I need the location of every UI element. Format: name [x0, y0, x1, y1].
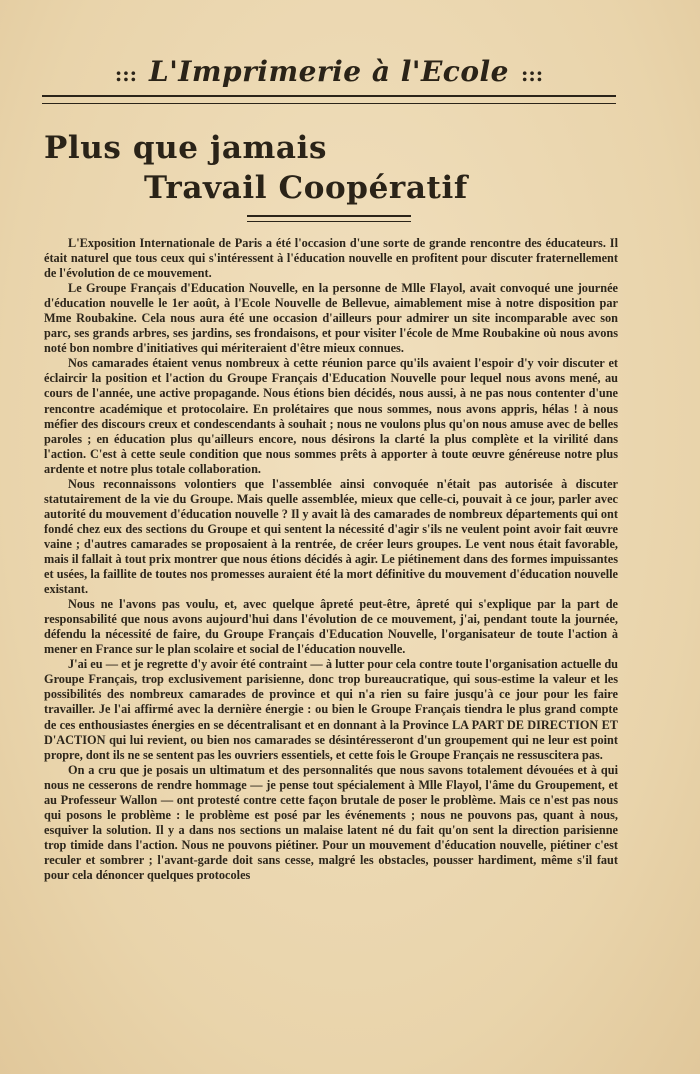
- paragraph-1: L'Exposition Internationale de Paris a été l'occasion d'une sorte de grande rencontre des éducateurs. Il était naturel que tous ceux qui s'intéressent à l'éducation nouvelle en profitent pour discuter fraternellement de l'évolution de ce mouvement.: [44, 236, 618, 281]
- paragraph-2: Le Groupe Français d'Education Nouvelle, en la personne de Mlle Flayol, avait convoqué une journée d'éducation nouvelle le 1er août, à l'Ecole Nouvelle de Bellevue, aimablement mise à notre disposition par Mme Roubakine. Cela nous aura été une occasion d'ailleurs pour admirer un site incomparable avec son parc, ses grands arbres, ses jardins, ses frondaisons, et pour visiter l'école de Mme Roubakine où nous avons noté bon nombre d'initiatives qui mériteraient d'être mieux connues.: [44, 281, 618, 356]
- masthead-dots-left: :::: [114, 62, 138, 86]
- masthead-dots-right: :::: [520, 62, 544, 86]
- masthead: [42, 52, 616, 96]
- paragraph-3: Nos camarades étaient venus nombreux à cette réunion parce qu'ils avaient l'espoir d'y voir discuter et éclaircir la position et l'action du Groupe Français d'Education Nouvelle pour lequel nous avons mené, au cours de l'année, une active propagande. Nous étions bien décidés, nous aussi, à ne pas nous contenter d'une rencontre académique et protocolaire. En prolétaires que nous sommes, nous avons appris, hélas ! à nous méfier des discours creux et condescendants à souhait ; nous ne voulons plus qu'on nous amuse avec de belles paroles ; en éducation plus qu'ailleurs encore, nous désirons la clarté la plus complète et la virilité dans l'action. C'est à cette seule condition que nous sommes prêts à apporter à toute œuvre généreuse notre plus ardente et notre plus totale collaboration.: [44, 356, 618, 476]
- headline-line-2: Travail Coopératif: [144, 170, 468, 206]
- journal-title: L'Imprimerie à l'Ecole: [149, 55, 509, 88]
- headline-divider: [247, 215, 411, 222]
- article-body: [44, 236, 618, 883]
- article-headline: [44, 128, 618, 208]
- masthead-rule: [42, 95, 616, 104]
- paragraph-6: J'ai eu — et je regrette d'y avoir été contraint — à lutter pour cela contre toute l'organisation actuelle du Groupe Français, trop exclusivement parisienne, donc trop bureaucratique, qui sous-estime la valeur et les possibilités des nombreux camarades de province et qui n'a rien su faire jusqu'à ce jour pour les faire travailler. Je l'ai affirmé avec la dernière énergie : ou bien le Groupe Français tiendra le plus grand compte de ces enthousiastes énergies en se décentralisant et en donnant à la Province LA PART DE DIRECTION ET D'ACTION qui lui revient, ou bien nos camarades se désintéresseront d'un groupement qui ne leur est point propre, dont ils ne se sentent pas les ouvriers essentiels, et cette fois le Groupe Français ne ressuscitera pas.: [44, 657, 618, 762]
- paragraph-5: Nous ne l'avons pas voulu, et, avec quelque âpreté peut-être, âpreté qui s'explique par la part de responsabilité que nous avons aujourd'hui dans l'évolution de ce mouvement, j'ai, pendant toute la journée, défendu la nécessité de faire, du Groupe Français d'Education Nouvelle, l'organisateur de toute l'action à mener en France sur le plan scolaire et social de l'éducation nouvelle.: [44, 597, 618, 657]
- headline-line-1: Plus que jamais: [44, 130, 328, 166]
- paragraph-4: Nous reconnaissons volontiers que l'assemblée ainsi convoquée n'était pas autorisée à discuter statutairement de la vie du Groupe. Mais quelle assemblée, mieux que celle-ci, pouvait à ce jour, parler avec autorité du mouvement d'éducation nouvelle ? Il y avait là des camarades de nombreux départements qui ont fondé chez eux des sections du Groupe et qui sentent la nécessité d'agir s'ils ne veulent point avoir fait œuvre vaine ; d'autres camarades se proposaient à la rentrée, de créer leurs groupes. Le vent nous était favorable, mais il fallait à tout prix montrer que nous étions décidés à agir. Le piétinement dans des formes impuissantes et usées, la faillite de toutes nos promesses auraient été la mort définitive du mouvement d'éducation nouvelle existant.: [44, 476, 618, 597]
- paragraph-7: On a cru que je posais un ultimatum et des personnalités que nous savons totalement dévouées et à qui nous ne cesserons de rendre hommage — je pense tout spécialement à Mlle Flayol, l'âme du Groupement, et au Professeur Wallon — ont protesté contre cette façon brutale de poser le problème. Mais ce n'est pas nous qui posons le problème : le problème est posé par les événements ; nous ne pouvons pas, quant à nous, esquiver la solution. Il y a dans nos sections un malaise latent né du fait qu'on sent la direction parisienne trop timide dans l'action. Nous ne pouvons piétiner. Pour un mouvement d'éducation nouvelle, piétiner c'est reculer et sombrer ; l'avant-garde doit sans cesse, malgré les obstacles, pousser hardiment, même s'il faut pour cela dénoncer quelques protocoles: [44, 762, 618, 882]
